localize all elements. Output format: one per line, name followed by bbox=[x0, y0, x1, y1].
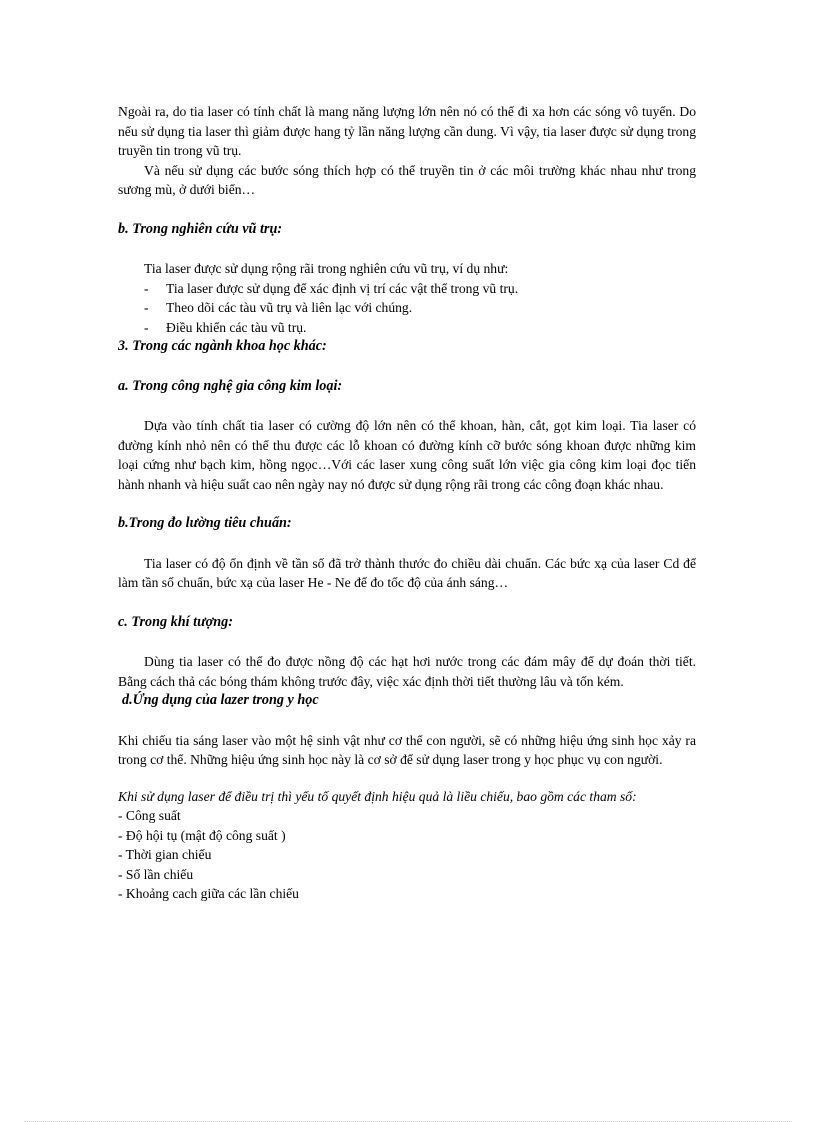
paragraph-wavelength: Và nếu sử dụng các bước sóng thích hợp có thể truyền tin ở các môi trường khác nhau như trong sương mù, ở dưới biển… bbox=[118, 162, 696, 197]
heading-meteorology: c. Trong khí tượng: bbox=[118, 613, 233, 630]
heading-space-research: b. Trong nghiên cứu vũ trụ: bbox=[118, 220, 283, 237]
page-bottom-rule bbox=[24, 1121, 792, 1122]
heading-other-sciences: 3. Trong các ngành khoa học khác: bbox=[118, 338, 327, 354]
dose-parameter-list bbox=[118, 806, 696, 904]
heading-standard-measurement: b.Trong đo lường tiêu chuẩn: bbox=[118, 515, 292, 531]
list-item: - Số lần chiếu bbox=[118, 866, 194, 882]
heading-metal-processing: a. Trong công nghệ gia công kim loại: bbox=[118, 377, 343, 394]
paragraph-standard-measurement: Tia laser có độ ổn định về tần số đã trở thành thước đo chiều dài chuẩn. Các bức xạ của laser Cd để làm tần số chuẩn, bức xạ của laser He - Ne để đo tốc độ của ánh sáng… bbox=[118, 555, 696, 590]
paragraph-laser-energy: Ngoài ra, do tia laser có tính chất là mang năng lượng lớn nên nó có thể đi xa hơn các sóng vô tuyến. Do nếu sử dụng tia laser thì giảm được hang tỷ lần năng lượng cần dung. Vì vậy, tia laser được sử dụng trong truyền tin trong vũ trụ. bbox=[118, 104, 696, 158]
paragraph-meteorology: Dùng tia laser có thể đo được nồng độ các hạt hơi nước trong các đám mây để dự đoán thời tiết. Bằng cách thả các bóng thám không trước đây, việc xác định thời tiết thường lâu và tốn kém. bbox=[118, 654, 696, 689]
list-item: - Độ hội tụ (mật độ công suất ) bbox=[118, 827, 286, 843]
document-page bbox=[118, 102, 696, 904]
list-item: - Thời gian chiếu bbox=[118, 847, 212, 862]
list-item: - Điều khiển các tàu vũ trụ. bbox=[144, 318, 696, 338]
paragraph-dose-note: Khi sử dụng laser để điều trị thì yếu tố quyết định hiệu quả là liều chiếu, bao gồm các tham số: bbox=[118, 788, 637, 804]
list-item: - Khoảng cach giữa các lần chiếu bbox=[118, 886, 299, 901]
space-research-list bbox=[118, 279, 696, 338]
list-item: - Theo dõi các tàu vũ trụ và liên lạc với chúng. bbox=[144, 298, 696, 318]
list-item: - Tia laser được sử dụng để xác định vị trí các vật thể trong vũ trụ. bbox=[144, 279, 696, 299]
heading-medicine: d.Ứng dụng của lazer trong y học bbox=[122, 692, 319, 708]
paragraph-medicine: Khi chiếu tia sáng laser vào một hệ sinh vật như cơ thể con người, sẽ có những hiệu ứng sinh học xảy ra trong cơ thể. Những hiệu ứng sinh học này là cơ sở để sử dụng laser trong y học phục vụ con người. bbox=[118, 732, 696, 767]
list-item: - Công suất bbox=[118, 808, 181, 823]
space-research-intro: Tia laser được sử dụng rộng rãi trong nghiên cứu vũ trụ, ví dụ như: bbox=[144, 261, 509, 276]
paragraph-metal-processing: Dựa vào tính chất tia laser có cường độ lớn nên có thể khoan, hàn, cắt, gọt kim loại. Tia laser có đường kính nhỏ nên có thể thu được các lỗ khoan có đường kính cỡ bước sóng khoan được những kim loại cứng như bạch kim, hồng ngọc…Với các laser xung công suất lớn việc gia công kim loại đọc tiến hành nhanh và hiệu suất cao nên ngày nay nó được sử dụng rộng rãi trong các công đoạn khác nhau. bbox=[118, 418, 696, 492]
